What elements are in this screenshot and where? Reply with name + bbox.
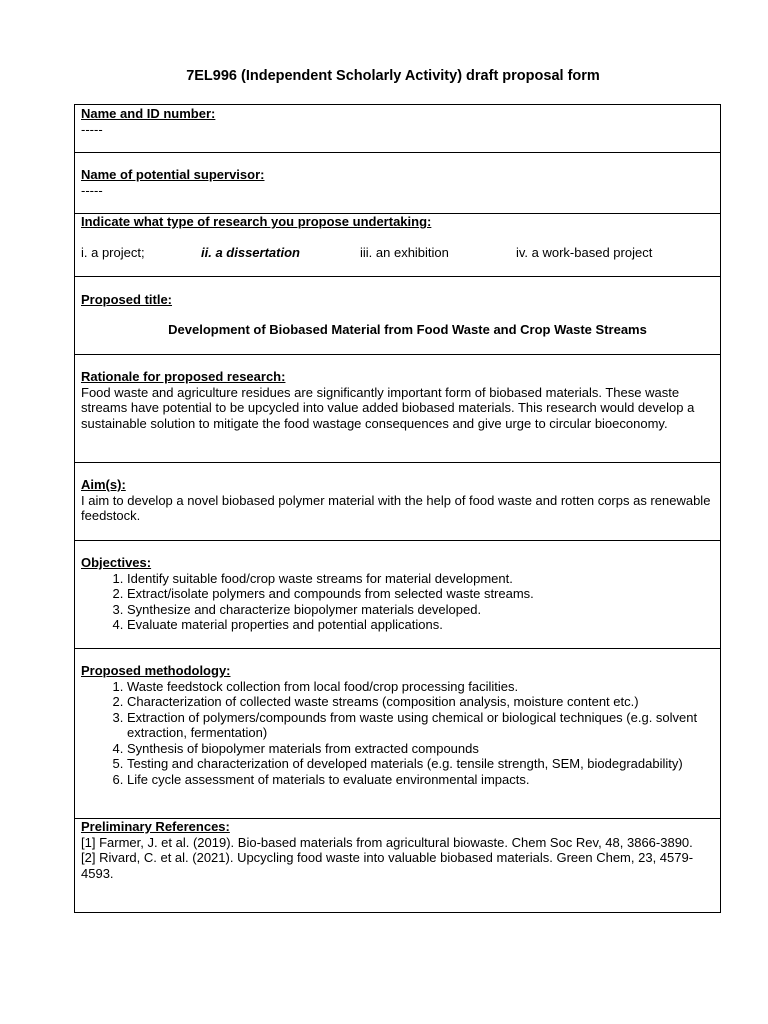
objective-item: 2. Extract/isolate polymers and compounds from selected waste streams. — [127, 586, 714, 602]
name-id-section — [75, 105, 720, 153]
rationale-label: Rationale for proposed research: — [81, 369, 286, 384]
methodology-item: 1. Waste feedstock collection from local food/crop processing facilities. — [127, 679, 714, 695]
research-type-options — [81, 245, 714, 261]
objectives-section — [75, 541, 720, 649]
rationale-section — [75, 355, 720, 463]
methodology-item: 3. Extraction of polymers/compounds from waste using chemical or biological techniques (e.g. solvent extraction, fermentation) — [127, 710, 714, 741]
aims-label: Aim(s): — [81, 477, 126, 492]
methodology-label: Proposed methodology: — [81, 663, 231, 678]
name-id-label: Name and ID number: — [81, 106, 216, 121]
reference-item: [1] Farmer, J. et al. (2019). Bio-based materials from agricultural biowaste. Chem Soc Rev, 48, 3866-3890. — [81, 834, 693, 850]
research-type-label: Indicate what type of research you propose undertaking: — [81, 214, 432, 229]
methodology-item: 2. Characterization of collected waste streams (composition analysis, moisture content etc.) — [127, 694, 714, 710]
research-type-section — [75, 214, 720, 277]
aims-section — [75, 463, 720, 541]
rationale-text: Food waste and agriculture residues are significantly important form of biobased materials. These waste streams have potential to be upcycled into value added biobased materials. This research would develop a sustainable solution to mitigate the food wastage consequences and give urge to circular bioeconomy. — [81, 384, 695, 431]
aims-text: I aim to develop a novel biobased polymer material with the help of food waste and rotten corps as renewable feedstock. — [81, 492, 711, 523]
document-title: 7EL996 (Independent Scholarly Activity) draft proposal form — [186, 68, 600, 84]
proposed-title-value: Development of Biobased Material from Food Waste and Crop Waste Streams — [168, 321, 647, 337]
proposed-title-label: Proposed title: — [81, 292, 173, 307]
methodology-item: 4. Synthesis of biopolymer materials from extracted compounds — [127, 741, 714, 757]
proposed-title-section — [75, 277, 720, 355]
methodology-item: 6. Life cycle assessment of materials to evaluate environmental impacts. — [127, 772, 714, 788]
supervisor-value: ----- — [81, 182, 103, 198]
objective-item: 4. Evaluate material properties and potential applications. — [127, 617, 714, 633]
research-type-option-project: i. a project; — [81, 244, 145, 260]
objective-item: 1. Identify suitable food/crop waste streams for material development. — [127, 571, 714, 587]
proposal-form — [74, 104, 721, 913]
reference-item: [2] Rivard, C. et al. (2021). Upcycling food waste into valuable biobased materials. Green Chem, 23, 4579-4593. — [81, 850, 694, 881]
name-id-value: ----- — [81, 121, 103, 137]
supervisor-label: Name of potential supervisor: — [81, 167, 265, 182]
objectives-label: Objectives: — [81, 555, 152, 570]
research-type-option-exhibition: iii. an exhibition — [360, 244, 449, 260]
research-type-option-dissertation-selected: ii. a dissertation — [201, 244, 300, 260]
supervisor-section — [75, 153, 720, 214]
methodology-item: 5. Testing and characterization of developed materials (e.g. tensile strength, SEM, biodegradability) — [127, 756, 714, 772]
methodology-section — [75, 649, 720, 819]
methodology-list — [81, 679, 714, 788]
objective-item: 3. Synthesize and characterize biopolymer materials developed. — [127, 602, 714, 618]
objectives-list — [81, 571, 714, 633]
references-section — [75, 819, 720, 912]
references-label: Preliminary References: — [81, 819, 230, 834]
research-type-option-work-based: iv. a work-based project — [516, 244, 653, 260]
